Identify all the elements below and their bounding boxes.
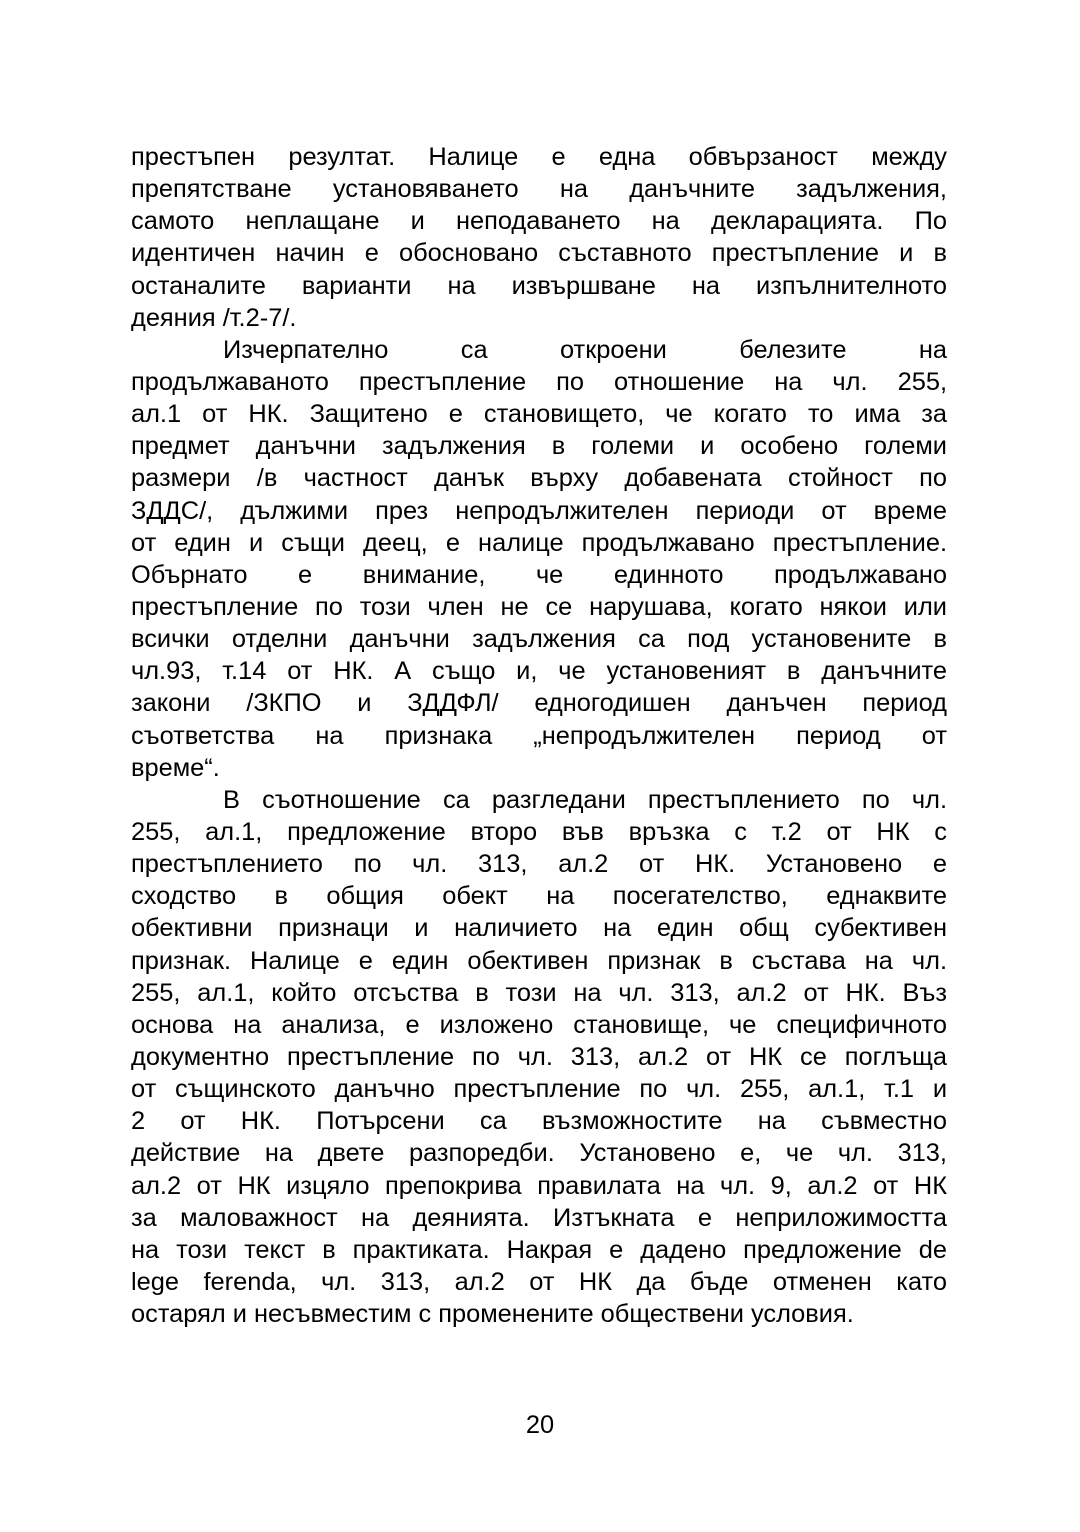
- text-line: престъплението по чл. 313, ал.2 от НК. Установено е: [131, 850, 947, 879]
- text-line: за маловажност на деянията. Изтъкната е неприложимостта: [131, 1203, 947, 1232]
- text-line: от един и същи деец, е налице продължавано престъпление.: [131, 528, 947, 557]
- text-line: закони /ЗКПО и ЗДДФЛ/ едногодишен данъчен период: [131, 689, 947, 718]
- text-line: ал.2 от НК изцяло препокрива правилата на чл. 9, ал.2 от НК: [131, 1171, 947, 1200]
- text-line: идентичен начин е обосновано съставното престъпление и в: [131, 239, 947, 268]
- text-line: действие на двете разпоредби. Установено е, че чл. 313,: [131, 1139, 947, 1168]
- text-line: сходство в общия обект на посегателство, еднаквите: [131, 882, 947, 911]
- text-line: на този текст в практиката. Накрая е дадено предложение de: [131, 1235, 947, 1264]
- text-line: от същинското данъчно престъпление по чл. 255, ал.1, т.1 и: [131, 1075, 947, 1104]
- text-line: самото неплащане и неподаването на декларацията. По: [131, 207, 947, 236]
- text-line: остарял и несъвместим с променените обществени условия.: [131, 1300, 854, 1329]
- text-line: 255, ал.1, който отсъства в този на чл. 313, ал.2 от НК. Въз: [131, 978, 947, 1007]
- text-line: 2 от НК. Потърсени са възможностите на съвместно: [131, 1107, 947, 1136]
- text-line: обективни признаци и наличието на един общ субективен: [131, 914, 947, 943]
- body-text: [131, 141, 947, 1330]
- text-line: ЗДДС/, дължими през непродължителен периоди от време: [131, 496, 947, 525]
- text-line: време“.: [131, 753, 220, 782]
- text-line: документно престъпление по чл. 313, ал.2 от НК се поглъща: [131, 1042, 947, 1071]
- text-line: ал.1 от НК. Защитено е становището, че когато то има за: [131, 400, 947, 429]
- text-line: престъпен резултат. Налице е една обвързаност между: [131, 143, 947, 171]
- paragraph: [131, 141, 947, 334]
- text-line: чл.93, т.14 от НК. А също и, че установеният в данъчните: [131, 657, 947, 686]
- text-line: Обърнато е внимание, че единното продължавано: [131, 560, 947, 589]
- text-line: съответства на признака „непродължителен период от: [131, 721, 947, 750]
- text-line: В съотношение са разгледани престъплението по чл.: [223, 785, 947, 814]
- text-line: Изчерпателно са откроени белезите на: [223, 335, 947, 364]
- text-line: деяния /т.2-7/.: [131, 303, 297, 332]
- text-line: основа на анализа, е изложено становище, че специфичното: [131, 1010, 947, 1039]
- page-number: 20: [525, 1411, 555, 1439]
- text-line: всички отделни данъчни задължения са под установените в: [131, 625, 947, 654]
- text-line: размери /в частност данък върху добавената стойност по: [131, 464, 947, 493]
- text-line: 255, ал.1, предложение второ във връзка с т.2 от НК с: [131, 817, 947, 846]
- text-line: останалите варианти на извършване на изпълнителното: [131, 271, 947, 300]
- text-line: продължаваното престъпление по отношение на чл. 255,: [131, 367, 947, 396]
- text-line: lege ferenda, чл. 313, ал.2 от НК да бъде отменен като: [131, 1267, 947, 1296]
- text-line: препятстване установяването на данъчните задължения,: [131, 175, 947, 204]
- paragraph: [131, 784, 947, 1330]
- text-line: предмет данъчни задължения в големи и особено големи: [131, 432, 947, 461]
- text-line: признак. Налице е един обективен признак в състава на чл.: [131, 946, 947, 975]
- paragraph: [131, 334, 947, 784]
- text-line: престъпление по този член не се нарушава, когато някои или: [131, 592, 947, 621]
